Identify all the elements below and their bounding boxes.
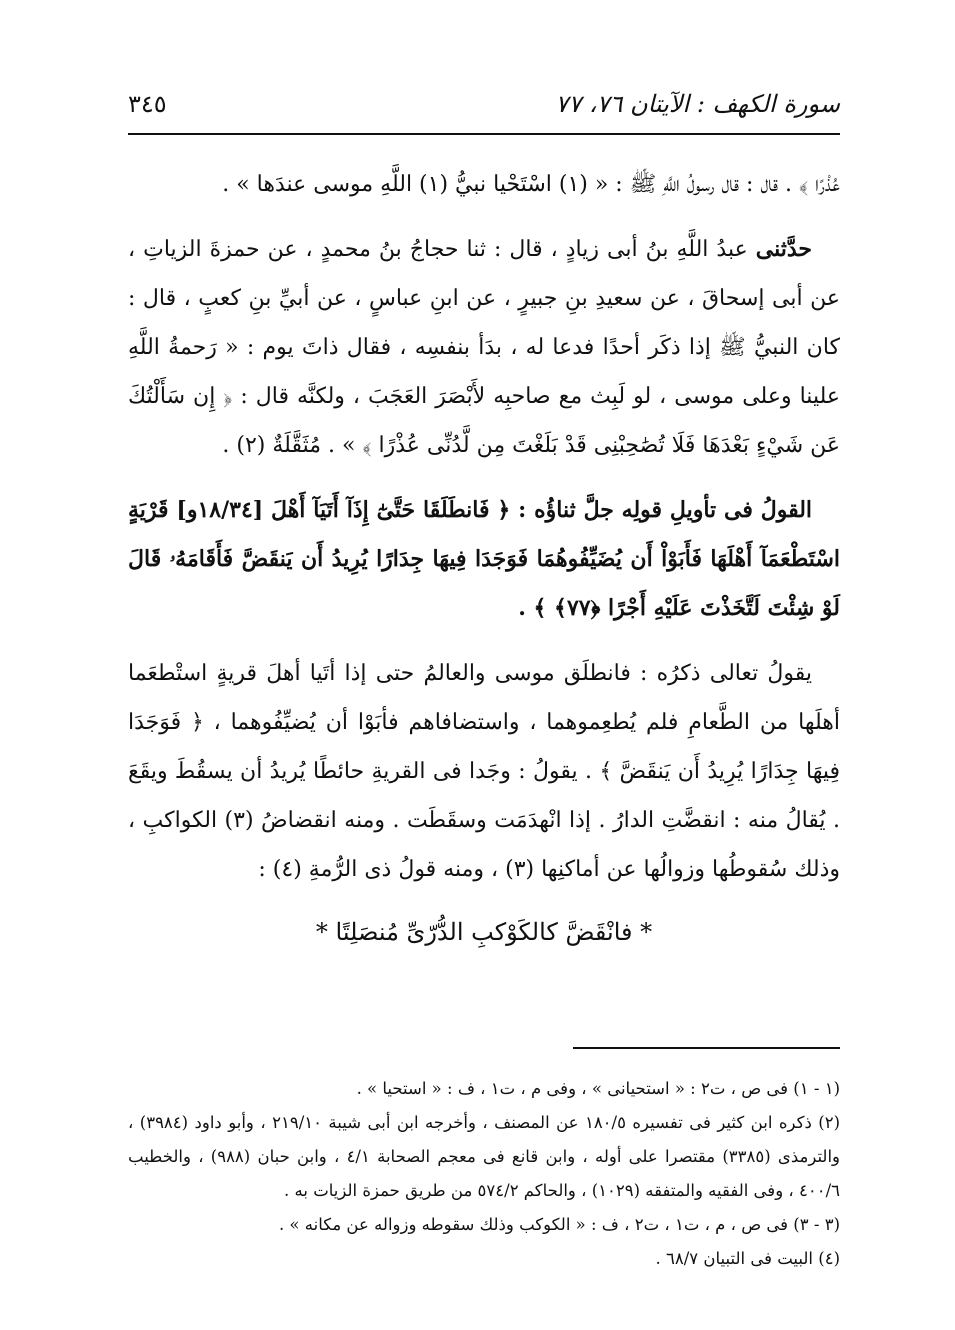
main-text (128, 160, 840, 957)
paragraph-2-text: عبدُ اللَّهِ بنُ أبى زيادٍ ، قال : ثنا حجاجُ بنُ محمدٍ ، عن حمزةَ الزياتِ ، عن أبى إسحاقَ ، عن سعيدِ بنِ جبيرٍ ، عن ابنِ عباسٍ ، عن أبيِّ بنِ كعبٍ ، قال : كان النبيُّ ﷺ إذا ذكَر أحدًا فدعا له ، بدَأ بنفسِه ، فقال ذاتَ يوم : « رَحمةُ اللَّهِ علينا وعلى موسى ، لو لَبِث مع صاحبِه لأَبْصَرَ العَجَبَ ، ولكنَّه قال : ﴿ إِن سَأَلْتُكَ عَن شَيْءٍ بَعْدَهَا فَلَا تُصَٰحِبْنِى قَدْ بَلَغْتَ مِن لَّدُنِّى عُذْرًا ﴾ » . مُثَقَّلَةٌ (٢) . (128, 237, 840, 458)
paragraph-2 (128, 225, 840, 470)
quran-verse: ﴿ فَانطَلَقَا حَتَّىٰٓ إِذَآ أَتَيَآ أَهْلَ [١٨/٣٤و] قَرْيَةٍ اسْتَطْعَمَآ أَهْلَهَا فَأَبَوْاْ أَن يُضَيِّفُوهُمَا فَوَجَدَا فِيهَا جِدَارًا يُرِيدُ أَن يَنقَضَّ فَأَقَامَهُۥ قَالَ لَوْ شِئْتَ لَتَّخَذْتَ عَلَيْهِ أَجْرًا ﴿٧٧﴾ ﴾ . (128, 497, 840, 621)
paragraph-1: عُذْرًا ﴾ . قال : قال رسولُ اللَّهِ ﷺ : « (١) اسْتَحْيا نبيُّ (١) اللَّهِ موسى عندَها » . (222, 172, 840, 197)
footnote: (٣ - ٣) فى ص ، م ، ت١ ، ت٢ ، ف : « الكوكب وذلك سقوطه وزواله عن مكانه » . (278, 1215, 840, 1234)
paragraph-4: يقولُ تعالى ذكرُه : فانطلَق موسى والعالمُ حتى إذا أتَيا أهلَ قريةٍ استْطعَما أهلَها من الطَّعامِ فلم يُطعِموهما ، واستضافاهم فأبَوْا أن يُضيِّفُوهما ، ﴿ فَوَجَدَا فِيهَا جِدَارًا يُرِيدُ أَن يَنقَضَّ ﴾ . يقولُ : وجَدا فى القريةِ حائطًا يُريدُ أن يسقُطَ ويقَعَ . يُقالُ منه : انقضَّتِ الدارُ . إذا انْهدَمَت وسقَطَت . ومنه انقضاضُ (٣) الكواكبِ ، وذلك سُقوطُها وزوالُها عن أماكنِها (٣) ، ومنه قولُ ذى الرُّمةِ (٤) : (128, 661, 840, 882)
paragraph-3 (128, 486, 840, 633)
page-number: ٣٤٥ (128, 90, 167, 118)
footnote-rule (573, 1047, 840, 1049)
paragraph-3-lead: القولُ فى تأويلِ قولِه جلَّ ثناؤُه : (518, 497, 813, 523)
page-header (128, 84, 840, 124)
poem-verse: * فانْقَضَّ كالكَوْكبِ الدُّرّىِّ مُنصَلِتًا * (315, 918, 653, 946)
paragraph-2-lead: حدَّثنى (755, 236, 812, 262)
footnote: (٤) البيت فى التبيان ٦٨/٧ . (655, 1249, 840, 1268)
footnote: (١ - ١) فى ص ، ت٢ : « استحيانى » ، وفى م ، ت١ ، ف : « استحيا » . (356, 1079, 840, 1098)
header-rule (128, 133, 840, 135)
footnotes (128, 1072, 840, 1276)
running-title: سورة الكهف : الآيتان ٧٦، ٧٧ (555, 90, 840, 118)
footnote: (٢) ذكره ابن كثير فى تفسيره ١٨٠/٥ عن المصنف ، وأخرجه ابن أبى شيبة ٢١٩/١٠ ، وأبو داود (٣٩٨٤) ، والترمذى (٣٣٨٥) مقتصرا على أوله ، وابن قانع فى معجم الصحابة ٤/١ ، وابن حبان (٩٨٨) ، والخطيب ٤٠٠/٦ ، وفى الفقيه والمتفقه (١٠٢٩) ، والحاكم ٥٧٤/٢ من طريق حمزة الزيات به . (128, 1113, 841, 1200)
